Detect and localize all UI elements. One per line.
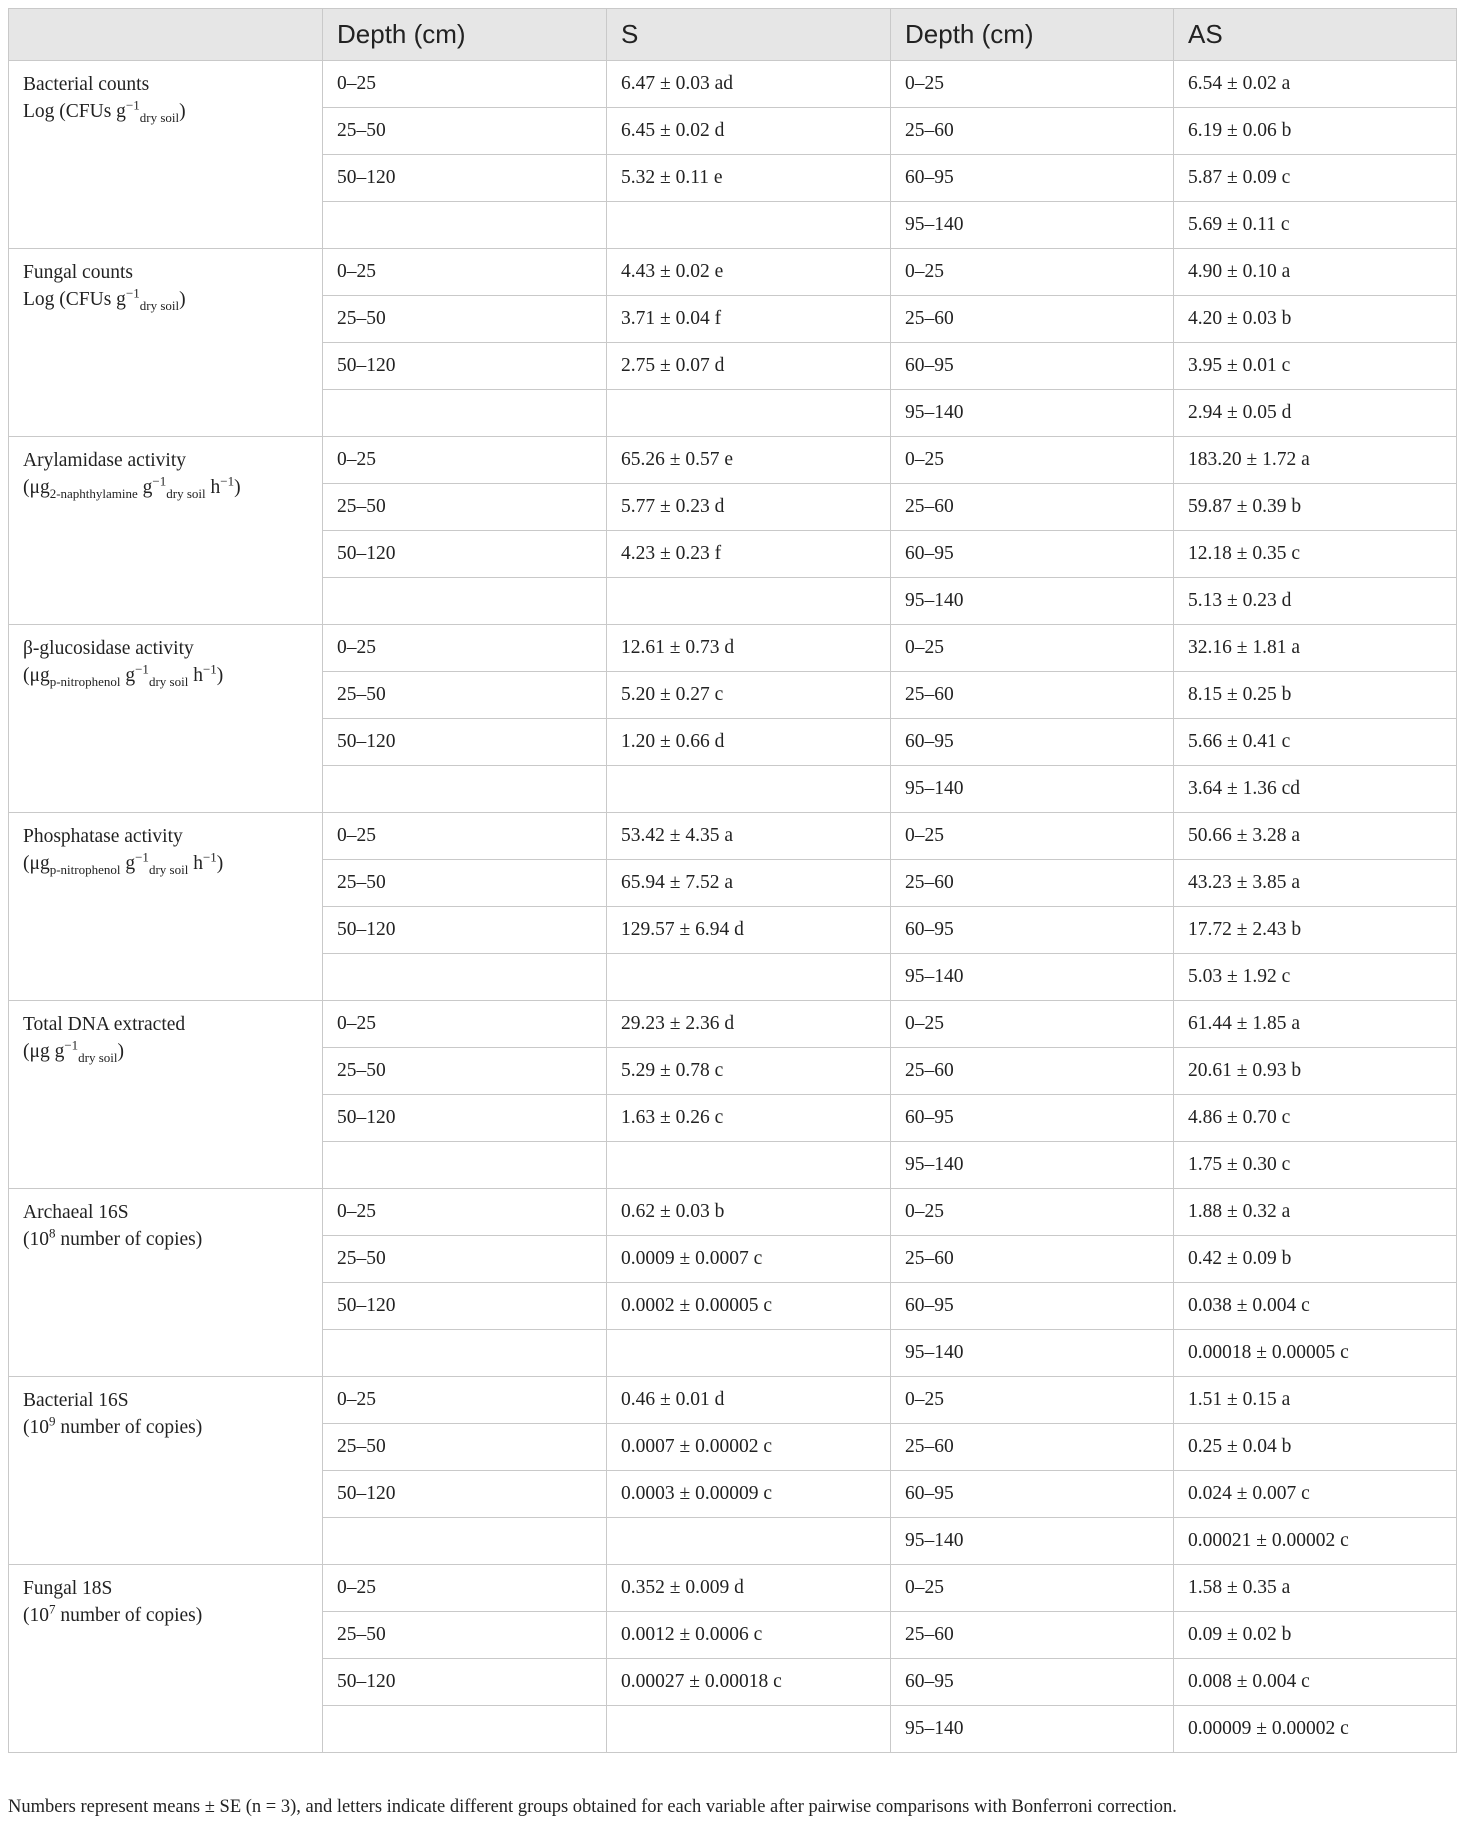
table-body [9,61,1457,1753]
as-value-cell: 5.69 ± 0.11 c [1174,202,1457,249]
as-value-cell: 4.20 ± 0.03 b [1174,296,1457,343]
unit-part-post: ) [117,1041,125,1062]
header-as-depth: Depth (cm) [891,9,1174,61]
variable-cell [9,437,323,625]
as-value-cell: 5.66 ± 0.41 c [1174,719,1457,766]
s-value-cell [607,390,891,437]
as-value-cell: 61.44 ± 1.85 a [1174,1001,1457,1048]
s-value-cell [607,1706,891,1753]
unit-part-sup1: −1 [152,473,167,489]
s-depth-cell: 50–120 [323,1471,607,1518]
as-value-cell: 183.20 ± 1.72 a [1174,437,1457,484]
s-value-cell: 65.94 ± 7.52 a [607,860,891,907]
s-depth-cell [323,1142,607,1189]
as-depth-cell: 25–60 [891,108,1174,155]
as-depth-cell: 95–140 [891,1142,1174,1189]
as-depth-cell: 60–95 [891,531,1174,578]
as-value-cell: 2.94 ± 0.05 d [1174,390,1457,437]
s-value-cell: 0.0002 ± 0.00005 c [607,1283,891,1330]
unit-part-post: ) [216,665,224,686]
s-value-cell [607,766,891,813]
header-as: AS [1174,9,1457,61]
s-value-cell: 0.0007 ± 0.00002 c [607,1424,891,1471]
s-depth-cell [323,390,607,437]
unit-part-mid: g [120,853,136,874]
unit-part-tail: h [205,477,221,498]
unit-part-sub0: p-nitrophenol [49,673,121,689]
unit-part-pre: Log (CFUs g [23,101,126,122]
as-value-cell: 0.25 ± 0.04 b [1174,1424,1457,1471]
s-depth-cell: 0–25 [323,437,607,484]
unit-part-sub1: dry soil [139,297,180,313]
as-depth-cell: 0–25 [891,437,1174,484]
as-depth-cell: 60–95 [891,719,1174,766]
s-depth-cell: 0–25 [323,249,607,296]
s-depth-cell: 0–25 [323,1001,607,1048]
s-value-cell: 1.20 ± 0.66 d [607,719,891,766]
s-value-cell: 65.26 ± 0.57 e [607,437,891,484]
as-depth-cell: 95–140 [891,766,1174,813]
variable-unit [23,1414,308,1441]
s-depth-cell: 0–25 [323,625,607,672]
variable-name: Arylamidase activity [23,450,186,471]
as-depth-cell: 0–25 [891,249,1174,296]
variable-cell [9,1001,323,1189]
unit-part-sup1: −1 [125,285,140,301]
s-depth-cell [323,954,607,1001]
s-value-cell: 6.45 ± 0.02 d [607,108,891,155]
as-depth-cell: 95–140 [891,1518,1174,1565]
table-row [9,249,1457,296]
unit-part-post: number of copies) [55,1605,203,1626]
as-value-cell: 0.42 ± 0.09 b [1174,1236,1457,1283]
s-depth-cell: 50–120 [323,719,607,766]
s-depth-cell: 25–50 [323,1236,607,1283]
as-value-cell: 6.19 ± 0.06 b [1174,108,1457,155]
unit-part-tail: h [188,665,203,686]
as-depth-cell: 60–95 [891,1659,1174,1706]
as-depth-cell: 25–60 [891,1236,1174,1283]
variable-unit [23,850,308,877]
as-depth-cell: 60–95 [891,1471,1174,1518]
as-value-cell: 59.87 ± 0.39 b [1174,484,1457,531]
s-value-cell: 29.23 ± 2.36 d [607,1001,891,1048]
unit-part-sub1: dry soil [148,673,189,689]
variable-cell [9,1565,323,1753]
unit-part-pre: (10 [23,1605,49,1626]
s-value-cell: 0.0003 ± 0.00009 c [607,1471,891,1518]
unit-part-post: ) [179,101,186,122]
as-depth-cell: 60–95 [891,1283,1174,1330]
as-depth-cell: 60–95 [891,1095,1174,1142]
s-value-cell: 5.29 ± 0.78 c [607,1048,891,1095]
as-depth-cell: 95–140 [891,954,1174,1001]
as-depth-cell: 95–140 [891,578,1174,625]
unit-part-sup1: 8 [49,1225,56,1241]
table-header [9,9,1457,61]
as-depth-cell: 95–140 [891,1706,1174,1753]
as-depth-cell: 95–140 [891,390,1174,437]
as-value-cell: 17.72 ± 2.43 b [1174,907,1457,954]
s-depth-cell: 0–25 [323,1565,607,1612]
s-value-cell: 2.75 ± 0.07 d [607,343,891,390]
variable-name: Bacterial counts [23,74,150,95]
as-value-cell: 6.54 ± 0.02 a [1174,61,1457,108]
unit-part-sup2: −1 [220,473,235,489]
as-value-cell: 5.87 ± 0.09 c [1174,155,1457,202]
as-value-cell: 32.16 ± 1.81 a [1174,625,1457,672]
header-s-depth: Depth (cm) [323,9,607,61]
unit-part-sub1: dry soil [139,109,180,125]
s-value-cell: 0.00027 ± 0.00018 c [607,1659,891,1706]
s-depth-cell: 0–25 [323,1189,607,1236]
table-row [9,61,1457,108]
as-depth-cell: 0–25 [891,1001,1174,1048]
as-depth-cell: 60–95 [891,907,1174,954]
variable-cell [9,813,323,1001]
as-value-cell: 0.00018 ± 0.00005 c [1174,1330,1457,1377]
s-value-cell: 0.352 ± 0.009 d [607,1565,891,1612]
as-value-cell: 1.58 ± 0.35 a [1174,1565,1457,1612]
as-value-cell: 43.23 ± 3.85 a [1174,860,1457,907]
as-depth-cell: 0–25 [891,813,1174,860]
header-s: S [607,9,891,61]
as-depth-cell: 0–25 [891,625,1174,672]
s-depth-cell: 50–120 [323,343,607,390]
as-depth-cell: 60–95 [891,155,1174,202]
s-depth-cell: 25–50 [323,860,607,907]
s-value-cell: 1.63 ± 0.26 c [607,1095,891,1142]
unit-part-sup2: −1 [202,661,217,677]
as-depth-cell: 25–60 [891,860,1174,907]
s-value-cell: 129.57 ± 6.94 d [607,907,891,954]
table-row [9,1001,1457,1048]
s-value-cell [607,1330,891,1377]
unit-part-sup1: −1 [125,97,140,113]
s-depth-cell: 50–120 [323,1659,607,1706]
variable-unit [23,286,308,313]
unit-part-sub1: dry soil [148,861,189,877]
s-value-cell: 12.61 ± 0.73 d [607,625,891,672]
unit-part-post: number of copies) [55,1229,203,1250]
as-depth-cell: 25–60 [891,296,1174,343]
variable-cell [9,625,323,813]
table-footnote: Numbers represent means ± SE (n = 3), and letters indicate different groups obtained for each variable after pairwise comparisons with Bonferroni correction. [8,1797,1177,1817]
as-value-cell: 3.95 ± 0.01 c [1174,343,1457,390]
s-value-cell [607,578,891,625]
as-depth-cell: 25–60 [891,672,1174,719]
unit-part-sub0: p-nitrophenol [49,861,121,877]
unit-part-post: number of copies) [55,1417,203,1438]
s-depth-cell: 25–50 [323,1424,607,1471]
unit-part-tail: h [188,853,203,874]
as-value-cell: 3.64 ± 1.36 cd [1174,766,1457,813]
unit-part-sup1: −1 [135,849,149,865]
s-depth-cell: 50–120 [323,1283,607,1330]
variable-unit [23,1602,308,1629]
s-value-cell: 6.47 ± 0.03 ad [607,61,891,108]
as-depth-cell: 60–95 [891,343,1174,390]
s-value-cell: 5.32 ± 0.11 e [607,155,891,202]
as-depth-cell: 25–60 [891,1048,1174,1095]
as-depth-cell: 95–140 [891,1330,1174,1377]
as-depth-cell: 25–60 [891,1424,1174,1471]
header-row [9,9,1457,61]
as-value-cell: 1.88 ± 0.32 a [1174,1189,1457,1236]
s-depth-cell: 50–120 [323,155,607,202]
s-value-cell: 53.42 ± 4.35 a [607,813,891,860]
variable-name: Total DNA extracted [23,1014,186,1035]
s-value-cell: 0.46 ± 0.01 d [607,1377,891,1424]
as-value-cell: 50.66 ± 3.28 a [1174,813,1457,860]
as-depth-cell: 0–25 [891,61,1174,108]
unit-part-pre: (μg [23,477,50,498]
s-depth-cell: 25–50 [323,484,607,531]
s-value-cell [607,1142,891,1189]
s-value-cell [607,202,891,249]
unit-part-sub1: dry soil [166,485,206,501]
variable-name: Fungal counts [23,262,133,283]
as-value-cell: 0.00021 ± 0.00002 c [1174,1518,1457,1565]
variable-cell [9,61,323,249]
unit-part-post: ) [234,477,241,498]
as-depth-cell: 95–140 [891,202,1174,249]
as-value-cell: 0.09 ± 0.02 b [1174,1612,1457,1659]
s-depth-cell [323,202,607,249]
s-depth-cell [323,766,607,813]
variable-unit [23,98,308,125]
table-row [9,1189,1457,1236]
as-value-cell: 5.13 ± 0.23 d [1174,578,1457,625]
unit-part-sup1: −1 [64,1037,79,1053]
unit-part-sup1: 7 [49,1601,56,1617]
s-depth-cell [323,578,607,625]
as-depth-cell: 0–25 [891,1377,1174,1424]
variable-name: Archaeal 16S [23,1202,129,1223]
unit-part-sub0: 2-naphthylamine [49,485,138,501]
as-value-cell: 20.61 ± 0.93 b [1174,1048,1457,1095]
unit-part-sup1: −1 [135,661,149,677]
as-value-cell: 4.90 ± 0.10 a [1174,249,1457,296]
variable-name: Bacterial 16S [23,1390,129,1411]
variable-name: Phosphatase activity [23,826,183,847]
s-depth-cell: 0–25 [323,61,607,108]
unit-part-sup2: −1 [202,849,217,865]
unit-part-post: ) [216,853,224,874]
s-depth-cell: 0–25 [323,1377,607,1424]
as-depth-cell: 25–60 [891,484,1174,531]
as-value-cell: 5.03 ± 1.92 c [1174,954,1457,1001]
variable-unit [23,662,308,689]
s-depth-cell: 50–120 [323,907,607,954]
s-value-cell: 0.62 ± 0.03 b [607,1189,891,1236]
s-value-cell: 3.71 ± 0.04 f [607,296,891,343]
unit-part-mid: g [137,477,153,498]
table-row [9,813,1457,860]
variable-name: Fungal 18S [23,1578,113,1599]
s-value-cell: 5.77 ± 0.23 d [607,484,891,531]
variable-unit [23,474,308,501]
s-value-cell: 0.0012 ± 0.0006 c [607,1612,891,1659]
as-value-cell: 12.18 ± 0.35 c [1174,531,1457,578]
s-depth-cell: 25–50 [323,1048,607,1095]
as-value-cell: 0.024 ± 0.007 c [1174,1471,1457,1518]
unit-part-post: ) [179,289,186,310]
table-row [9,437,1457,484]
header-variable [9,9,323,61]
table-row [9,1377,1457,1424]
variable-cell [9,1189,323,1377]
s-value-cell: 4.23 ± 0.23 f [607,531,891,578]
variable-unit [23,1226,308,1253]
unit-part-pre: Log (CFUs g [23,289,126,310]
s-value-cell: 0.0009 ± 0.0007 c [607,1236,891,1283]
s-value-cell: 4.43 ± 0.02 e [607,249,891,296]
s-value-cell: 5.20 ± 0.27 c [607,672,891,719]
unit-part-pre: (10 [23,1417,49,1438]
as-depth-cell: 25–60 [891,1612,1174,1659]
as-value-cell: 1.75 ± 0.30 c [1174,1142,1457,1189]
as-value-cell: 1.51 ± 0.15 a [1174,1377,1457,1424]
variable-unit [23,1038,308,1065]
as-depth-cell: 0–25 [891,1189,1174,1236]
s-value-cell [607,1518,891,1565]
results-table [8,8,1457,1753]
unit-part-sub1: dry soil [78,1049,118,1065]
as-value-cell: 8.15 ± 0.25 b [1174,672,1457,719]
as-value-cell: 0.00009 ± 0.00002 c [1174,1706,1457,1753]
unit-part-mid: g [120,665,136,686]
s-depth-cell: 25–50 [323,108,607,155]
s-depth-cell: 25–50 [323,296,607,343]
s-depth-cell [323,1330,607,1377]
unit-part-pre: (10 [23,1229,49,1250]
as-value-cell: 0.008 ± 0.004 c [1174,1659,1457,1706]
table-row [9,1565,1457,1612]
s-depth-cell [323,1706,607,1753]
as-value-cell: 4.86 ± 0.70 c [1174,1095,1457,1142]
s-depth-cell: 50–120 [323,531,607,578]
table-row [9,625,1457,672]
s-depth-cell: 0–25 [323,813,607,860]
variable-name: β-glucosidase activity [23,638,194,659]
s-depth-cell: 25–50 [323,1612,607,1659]
unit-part-pre: (μg [23,853,50,874]
table-container [8,8,1456,1753]
s-depth-cell [323,1518,607,1565]
as-value-cell: 0.038 ± 0.004 c [1174,1283,1457,1330]
variable-cell [9,249,323,437]
unit-part-pre: (μg g [23,1041,65,1062]
s-depth-cell: 25–50 [323,672,607,719]
unit-part-pre: (μg [23,665,50,686]
unit-part-sup1: 9 [49,1413,56,1429]
s-value-cell [607,954,891,1001]
s-depth-cell: 50–120 [323,1095,607,1142]
variable-cell [9,1377,323,1565]
as-depth-cell: 0–25 [891,1565,1174,1612]
